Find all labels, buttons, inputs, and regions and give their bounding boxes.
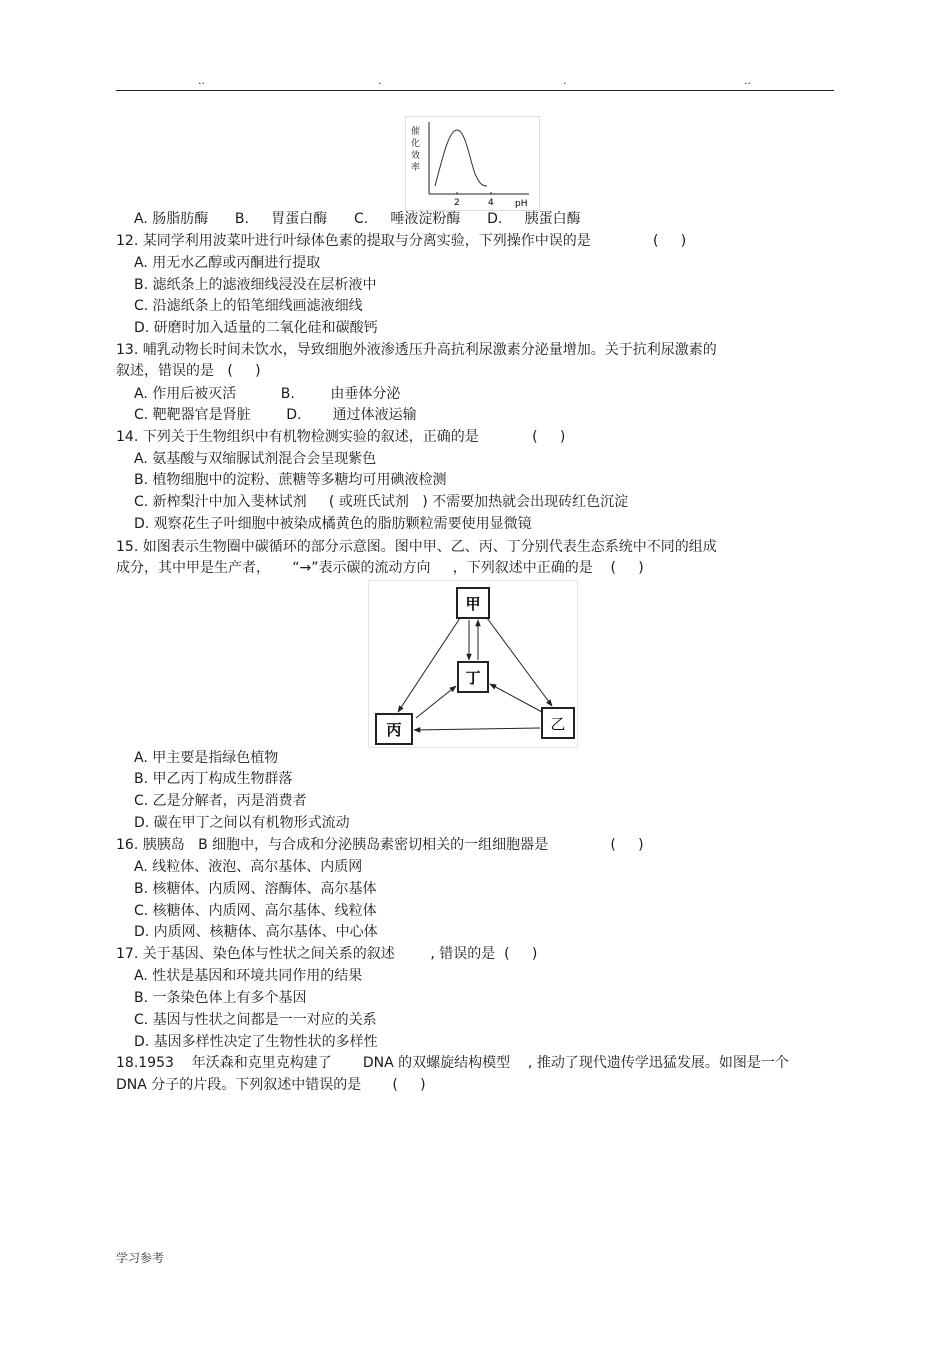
- tick-label-4: 4: [488, 198, 494, 208]
- arrow-yi-to-bing: [414, 728, 540, 730]
- q16-option-c: C. 核糖体、内质网、高尔基体、线粒体: [134, 903, 377, 919]
- header-rule: [116, 90, 834, 91]
- arrow-jia-to-yi: [487, 618, 552, 706]
- header-mark-1: ..: [198, 74, 205, 87]
- node-bing-label: 丙: [386, 721, 402, 739]
- q12-option-b: B. 滤纸条上的滤液细线浸没在层析液中: [134, 277, 377, 293]
- q13-stem-line2: 叙述，错误的是 ( ): [116, 363, 261, 379]
- arrow-bing-to-ding: [416, 686, 456, 718]
- q14-option-c: C. 新榨梨汁中加入斐林试剂 ( 或班氏试剂 ) 不需要加热就会出现砖红色沉淀: [134, 494, 629, 510]
- q17-stem: 17. 关于基因、染色体与性状之间关系的叙述 , 错误的是 ( ): [116, 946, 538, 962]
- q17-option-a: A. 性状是基因和环境共同作用的结果: [134, 968, 363, 984]
- q12-stem: 12. 某同学利用波菜叶进行叶绿体色素的提取与分离实验，下列操作中误的是 ( ): [116, 233, 687, 249]
- ylabel-char-1: 催: [411, 127, 421, 137]
- q14-stem: 14. 下列关于生物组织中有机物检测实验的叙述，正确的是 ( ): [116, 429, 566, 445]
- q17-option-c: C. 基因与性状之间都是一一对应的关系: [134, 1012, 377, 1028]
- node-jia-label: 甲: [465, 595, 481, 613]
- ylabel-char-3: 效: [411, 151, 421, 161]
- arrow-jia-to-bing: [398, 618, 460, 712]
- node-yi-label: 乙: [550, 715, 566, 733]
- q15-stem-line2: 成分，其中甲是生产者， “→”表示碳的流动方向 ，下列叙述中正确的是 ( ): [116, 560, 644, 576]
- node-ding-label: 丁: [465, 669, 481, 687]
- q16-option-d: D. 内质网、核糖体、高尔基体、中心体: [134, 924, 378, 940]
- q15-stem-line1: 15. 如图表示生物圈中碳循环的部分示意图。图中甲、乙、丙、丁分别代表生态系统中不同的组成: [116, 539, 717, 555]
- q18-stem-line2: DNA 分子的片段。下列叙述中错误的是 ( ): [116, 1077, 426, 1093]
- efficiency-curve: [435, 130, 487, 186]
- carbon-cycle-diagram: [368, 580, 578, 748]
- header-mark-2: .: [378, 74, 382, 87]
- footer-note: 学习参考: [116, 1251, 165, 1265]
- q12-option-d: D. 研磨时加入适量的二氧化硅和碳酸钙: [134, 320, 378, 336]
- ylabel-char-2: 化: [411, 139, 421, 149]
- q15-option-b: B. 甲乙丙丁构成生物群落: [134, 771, 293, 787]
- q15-option-c: C. 乙是分解者，丙是消费者: [134, 793, 307, 809]
- q12-option-a: A. 用无水乙醇或丙酮进行提取: [134, 255, 321, 271]
- q14-option-d: D. 观察花生子叶细胞中被染成橘黄色的脂肪颗粒需要使用显微镜: [134, 516, 532, 532]
- q17-option-b: B. 一条染色体上有多个基因: [134, 990, 307, 1006]
- header-mark-3: .: [563, 74, 567, 87]
- arrow-yi-to-ding: [490, 684, 542, 712]
- header-mark-4: ..: [744, 74, 751, 87]
- q16-option-a: A. 线粒体、液泡、高尔基体、内质网: [134, 859, 363, 875]
- q13-options-cd: C. 靶靶器官是肾脏 D. 通过体液运输: [134, 407, 417, 423]
- tick-label-2: 2: [454, 198, 460, 208]
- ylabel-char-4: 率: [411, 163, 421, 173]
- q11-options: A. 肠脂肪酶 B. 胃蛋白酶 C. 唾液淀粉酶 D. 胰蛋白酶: [134, 211, 581, 227]
- ph-efficiency-figure: [405, 116, 540, 211]
- q13-stem-line1: 13. 哺乳动物长时间未饮水，导致细胞外液渗透压升高抗利尿激素分泌量增加。关于抗利尿激素的: [116, 342, 717, 358]
- q15-option-a: A. 甲主要是指绿色植物: [134, 750, 279, 766]
- q14-option-b: B. 植物细胞中的淀粉、蔗糖等多糖均可用碘液检测: [134, 472, 447, 488]
- x-axis-label: pH: [515, 199, 528, 209]
- q18-stem-line1: 18.1953 年沃森和克里克构建了 DNA 的双螺旋结构模型 , 推动了现代遗传学迅猛发展。如图是一个: [116, 1055, 789, 1071]
- q15-option-d: D. 碳在甲丁之间以有机物形式流动: [134, 815, 350, 831]
- q16-stem: 16. 胰胰岛 B 细胞中，与合成和分泌胰岛素密切相关的一组细胞器是 ( ): [116, 837, 644, 853]
- q14-option-a: A. 氨基酸与双缩脲试剂混合会呈现紫色: [134, 451, 377, 467]
- fig-ylabel: [411, 125, 420, 173]
- q16-option-b: B. 核糖体、内质网、溶酶体、高尔基体: [134, 881, 377, 897]
- q17-option-d: D. 基因多样性决定了生物性状的多样性: [134, 1034, 378, 1050]
- q12-option-c: C. 沿滤纸条上的铅笔细线画滤液细线: [134, 298, 363, 314]
- q13-options-ab: A. 作用后被灭活 B. 由垂体分泌: [134, 386, 401, 402]
